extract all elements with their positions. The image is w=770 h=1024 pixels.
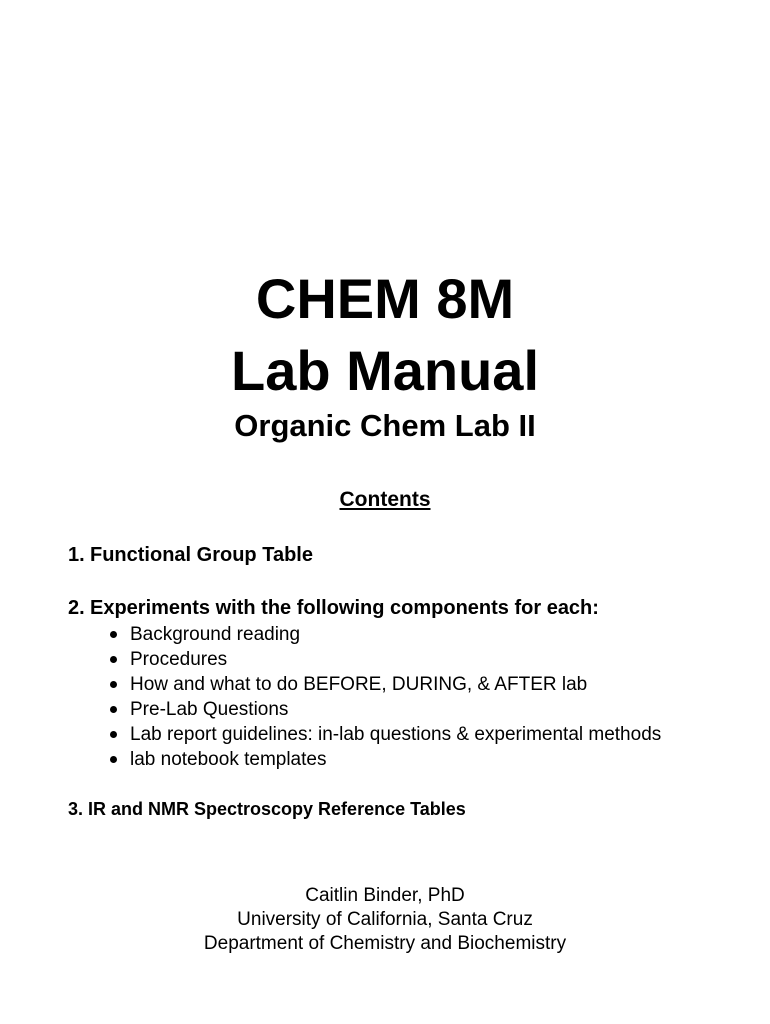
list-item: lab notebook templates <box>108 747 661 772</box>
title-line-2: Lab Manual <box>230 339 540 402</box>
list-item: Lab report guidelines: in-lab questions & experimental methods <box>108 722 661 747</box>
contents-heading: Contents <box>339 488 431 511</box>
section-number: 3. <box>68 799 84 819</box>
list-item: Procedures <box>108 647 661 672</box>
author-institution: University of California, Santa Cruz <box>237 909 533 930</box>
list-item: Pre-Lab Questions <box>108 697 661 722</box>
bullet-icon <box>110 706 117 713</box>
list-item: Background reading <box>108 622 661 647</box>
bullet-icon <box>110 631 117 638</box>
bullet-icon <box>110 731 117 738</box>
author-department: Department of Chemistry and Biochemistry <box>203 933 567 954</box>
section-number: 1. <box>68 544 85 566</box>
section-number: 2. <box>68 597 85 619</box>
section-label: Functional Group Table <box>90 544 313 566</box>
section-1 <box>68 543 313 567</box>
components-list <box>108 622 661 772</box>
author-name: Caitlin Binder, PhD <box>305 885 465 906</box>
bullet-icon <box>110 756 117 763</box>
title-line-1: CHEM 8M <box>255 267 515 330</box>
author-block <box>0 884 770 956</box>
section-label: IR and NMR Spectroscopy Reference Tables <box>88 799 466 819</box>
section-2 <box>68 596 599 620</box>
list-item: How and what to do BEFORE, DURING, & AFTER lab <box>108 672 661 697</box>
section-3 <box>68 797 466 821</box>
bullet-icon <box>110 681 117 688</box>
bullet-icon <box>110 656 117 663</box>
subtitle: Organic Chem Lab II <box>234 408 536 443</box>
section-label: Experiments with the following components for each: <box>90 597 599 619</box>
